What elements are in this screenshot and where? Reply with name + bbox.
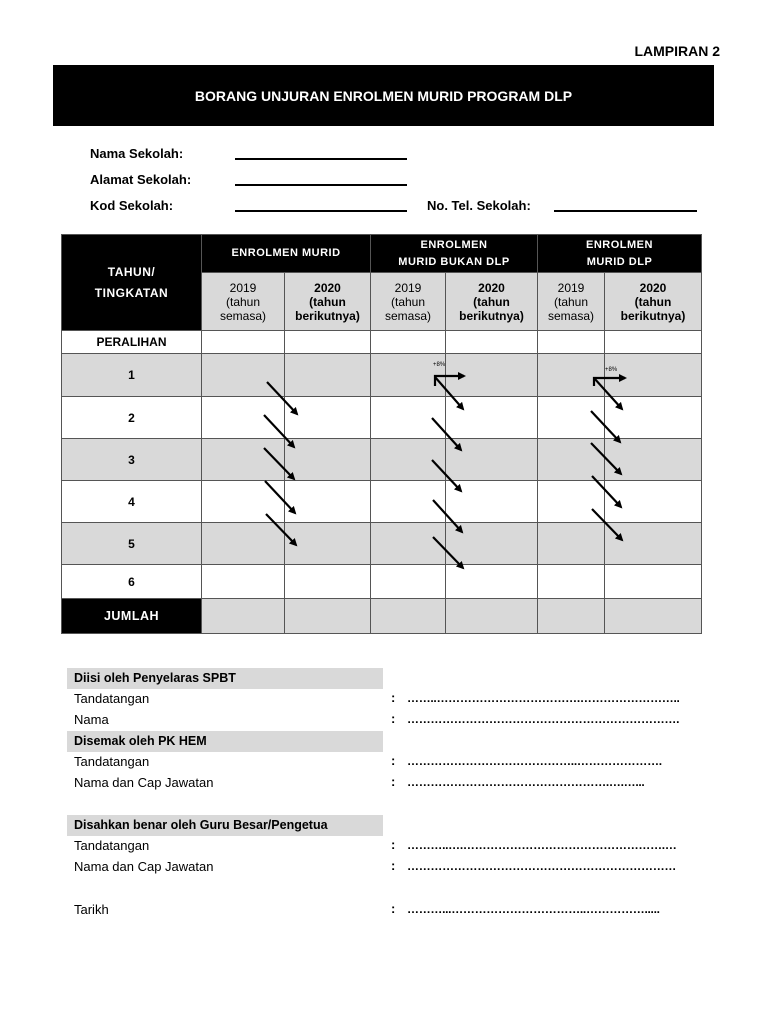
- table-cell[interactable]: [538, 439, 605, 481]
- table-cell[interactable]: [285, 439, 371, 481]
- headmaster-signature-field[interactable]: ………..….…………………………………………….…: [407, 838, 677, 852]
- table-cell[interactable]: [371, 439, 446, 481]
- table-cell[interactable]: [285, 331, 371, 354]
- year-2020-header: 2020 (tahun berikutnya): [446, 273, 538, 331]
- school-name-field[interactable]: [235, 158, 407, 160]
- enrolment-table: [61, 234, 702, 634]
- year-grade-header: TAHUN/ TINGKATAN: [62, 235, 202, 331]
- date-label: Tarikh: [74, 902, 109, 917]
- table-cell[interactable]: [446, 599, 538, 634]
- table-cell[interactable]: [371, 523, 446, 565]
- year-2019-header: 2019 (tahun semasa): [371, 273, 446, 331]
- attachment-label: LAMPIRAN 2: [634, 43, 720, 59]
- colon: :: [391, 837, 396, 852]
- colon: :: [391, 858, 396, 873]
- total-label: JUMLAH: [62, 599, 202, 634]
- table-cell[interactable]: [202, 331, 285, 354]
- headmaster-name-label: Nama dan Cap Jawatan: [74, 859, 214, 874]
- row-label: 1: [62, 354, 202, 397]
- table-cell[interactable]: [605, 439, 702, 481]
- table-cell[interactable]: [538, 331, 605, 354]
- table-row: [62, 331, 702, 354]
- table-cell[interactable]: [605, 354, 702, 397]
- table-cell[interactable]: [285, 599, 371, 634]
- table-row: [62, 439, 702, 481]
- section-headmaster-title: Disahkan benar oleh Guru Besar/Pengetua: [67, 815, 383, 836]
- growth-label: +8%: [433, 362, 446, 368]
- row-label: 2: [62, 397, 202, 439]
- table-cell[interactable]: [371, 331, 446, 354]
- coordinator-signature-label: Tandatangan: [74, 691, 150, 706]
- table-row: [62, 565, 702, 599]
- table-cell[interactable]: [446, 331, 538, 354]
- table-cell[interactable]: [202, 599, 285, 634]
- section-coordinator-title: Diisi oleh Penyelaras SPBT: [67, 668, 383, 689]
- table-cell[interactable]: [605, 565, 702, 599]
- row-label: PERALIHAN: [62, 331, 202, 354]
- table-cell[interactable]: [446, 481, 538, 523]
- school-name-label: Nama Sekolah:: [90, 146, 184, 161]
- table-cell[interactable]: [538, 565, 605, 599]
- colon: :: [391, 711, 396, 726]
- school-address-field[interactable]: [235, 184, 407, 186]
- table-cell[interactable]: [538, 523, 605, 565]
- table-row: [62, 523, 702, 565]
- table-cell[interactable]: [371, 599, 446, 634]
- table-cell[interactable]: [605, 523, 702, 565]
- coordinator-signature-field[interactable]: ……..……………………………….……………………..: [407, 691, 680, 705]
- enrolment-header: ENROLMEN MURID: [202, 235, 371, 273]
- growth-label: +8%: [605, 367, 618, 373]
- table-cell[interactable]: [202, 397, 285, 439]
- table-cell[interactable]: [202, 565, 285, 599]
- table-cell[interactable]: [446, 565, 538, 599]
- table-cell[interactable]: [371, 354, 446, 397]
- table-cell[interactable]: [446, 523, 538, 565]
- table-cell[interactable]: [285, 354, 371, 397]
- colon: :: [391, 690, 396, 705]
- total-row: [62, 599, 702, 634]
- date-field[interactable]: ………...……………………………..…………….....: [407, 902, 660, 916]
- year-2020-header: 2020 (tahun berikutnya): [285, 273, 371, 331]
- table-cell[interactable]: [285, 397, 371, 439]
- year-2019-header: 2019 (tahun semasa): [538, 273, 605, 331]
- dlp-header: ENROLMEN MURID DLP: [538, 235, 702, 273]
- table-cell[interactable]: [446, 397, 538, 439]
- colon: :: [391, 901, 396, 916]
- table-cell[interactable]: [371, 397, 446, 439]
- pk-hem-name-field[interactable]: …………………………………………….….…...: [407, 775, 645, 789]
- pk-hem-signature-field[interactable]: ……………………………………..………………….: [407, 754, 662, 768]
- table-cell[interactable]: [202, 439, 285, 481]
- school-address-label: Alamat Sekolah:: [90, 172, 192, 187]
- table-cell[interactable]: [371, 565, 446, 599]
- table-cell[interactable]: [605, 331, 702, 354]
- section-pk-hem-title: Disemak oleh PK HEM: [67, 731, 383, 752]
- school-phone-field[interactable]: [554, 210, 697, 212]
- table-cell[interactable]: [605, 397, 702, 439]
- table-cell[interactable]: [538, 354, 605, 397]
- row-label: 4: [62, 481, 202, 523]
- table-cell[interactable]: [285, 523, 371, 565]
- headmaster-name-field[interactable]: ……………………………………………………………: [407, 859, 677, 873]
- table-cell[interactable]: [202, 481, 285, 523]
- table-cell[interactable]: [538, 397, 605, 439]
- year-2020-header: 2020 (tahun berikutnya): [605, 273, 702, 331]
- table-cell[interactable]: [538, 481, 605, 523]
- pk-hem-signature-label: Tandatangan: [74, 754, 150, 769]
- row-label: 6: [62, 565, 202, 599]
- table-cell[interactable]: [605, 599, 702, 634]
- form-title: BORANG UNJURAN ENROLMEN MURID PROGRAM DLP: [53, 65, 714, 126]
- table-cell[interactable]: [446, 439, 538, 481]
- table-cell[interactable]: [371, 481, 446, 523]
- table-cell[interactable]: [202, 354, 285, 397]
- school-phone-label: No. Tel. Sekolah:: [427, 198, 531, 213]
- pk-hem-name-label: Nama dan Cap Jawatan: [74, 775, 214, 790]
- table-cell[interactable]: [446, 354, 538, 397]
- table-row: [62, 481, 702, 523]
- colon: :: [391, 774, 396, 789]
- headmaster-signature-label: Tandatangan: [74, 838, 150, 853]
- school-code-label: Kod Sekolah:: [90, 198, 174, 213]
- table-cell[interactable]: [285, 481, 371, 523]
- non-dlp-header: ENROLMEN MURID BUKAN DLP: [371, 235, 538, 273]
- year-2019-header: 2019 (tahun semasa): [202, 273, 285, 331]
- table-cell[interactable]: [202, 523, 285, 565]
- table-row: [62, 354, 702, 397]
- table-cell[interactable]: [285, 565, 371, 599]
- table-cell[interactable]: [538, 599, 605, 634]
- colon: :: [391, 753, 396, 768]
- coordinator-name-label: Nama: [74, 712, 109, 727]
- row-label: 5: [62, 523, 202, 565]
- school-code-field[interactable]: [235, 210, 407, 212]
- coordinator-name-field[interactable]: …………………………………………………………….: [407, 712, 680, 726]
- table-row: [62, 397, 702, 439]
- table-cell[interactable]: [605, 481, 702, 523]
- row-label: 3: [62, 439, 202, 481]
